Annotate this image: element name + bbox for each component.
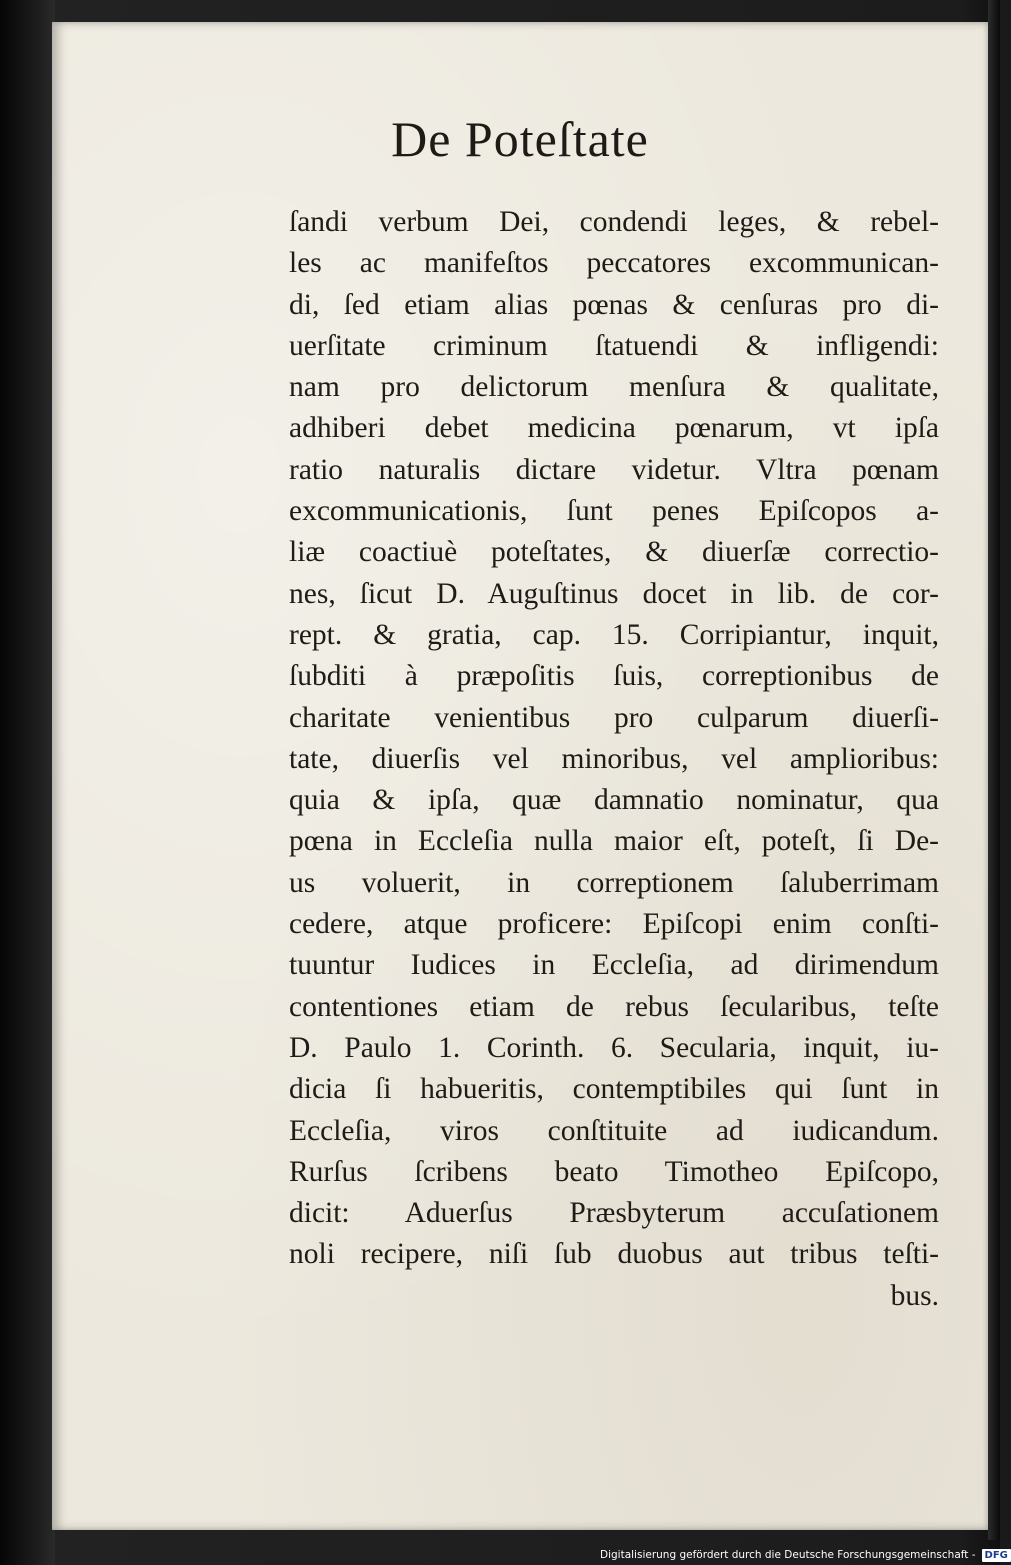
text-line: dicit: Aduerſus Præsbyterum accuſationem	[289, 1197, 939, 1230]
text-line: Rurſus ſcribens beato Timotheo Epiſcopo,	[289, 1155, 939, 1188]
running-head: De Poteſtate	[391, 111, 649, 167]
dfg-logo: DFG	[982, 1549, 1011, 1562]
text-line: contentiones etiam de rebus ſecularibus, teſte	[289, 990, 939, 1023]
text-line: noli recipere, niſi ſub duobus aut tribus teſti-	[289, 1238, 939, 1271]
text-line: bus.	[890, 1279, 939, 1312]
digitization-credit-bar	[600, 1547, 1011, 1563]
digitization-credit-text: Digitalisierung gefördert durch die Deutsche Forschungsgemeinschaft -	[600, 1549, 976, 1561]
text-line: ſandi verbum Dei, condendi leges, & rebel-	[289, 206, 939, 238]
text-line: adhiberi debet medicina pœnarum, vt ipſa	[289, 412, 939, 445]
text-line: D. Paulo 1. Corinth. 6. Secularia, inquit, iu-	[289, 1031, 939, 1064]
text-line: uerſitate criminum ſtatuendi & infligendi:	[289, 329, 939, 362]
text-line: ratio naturalis dictare videtur. Vltra pœnam	[289, 453, 939, 486]
text-line: nam pro delictorum menſura & qualitate,	[289, 371, 939, 404]
text-line: liæ coactiuè poteſtates, & diuerſæ correctio-	[289, 536, 939, 569]
page-edge-shadow	[988, 0, 1000, 1540]
text-line: nes, ſicut D. Auguſtinus docet in lib. de cor-	[289, 577, 939, 610]
book-spine-shadow	[0, 0, 55, 1565]
text-line: rept. & gratia, cap. 15. Corripiantur, inquit,	[289, 618, 939, 651]
text-line: di, ſed etiam alias pœnas & cenſuras pro di-	[289, 288, 939, 321]
text-line: dicia ſi habueritis, contemptibiles qui ſunt in	[289, 1073, 939, 1106]
text-line: ſubditi à præpoſitis ſuis, correptionibus de	[289, 660, 939, 693]
text-line: tate, diuerſis vel minoribus, vel amplioribus:	[289, 742, 939, 775]
text-line: Eccleſia, viros conſtituite ad iudicandum.	[289, 1114, 939, 1147]
text-line: excommunicationis, ſunt penes Epiſcopos a-	[289, 495, 939, 528]
text-line: les ac manifeſtos peccatores excommunican-	[289, 247, 939, 280]
book-page	[52, 22, 988, 1530]
body-text	[289, 202, 939, 1317]
text-line: cedere, atque proficere: Epiſcopi enim conſti-	[289, 908, 939, 941]
text-line: charitate venientibus pro culparum diuerſi-	[289, 701, 939, 734]
text-line: pœna in Eccleſia nulla maior eſt, poteſt, ſi De-	[289, 825, 939, 858]
text-line: us voluerit, in correptionem ſaluberrimam	[289, 866, 939, 899]
text-line: quia & ipſa, quæ damnatio nominatur, qua	[289, 784, 939, 817]
text-line: tuuntur Iudices in Eccleſia, ad dirimendum	[289, 949, 939, 982]
